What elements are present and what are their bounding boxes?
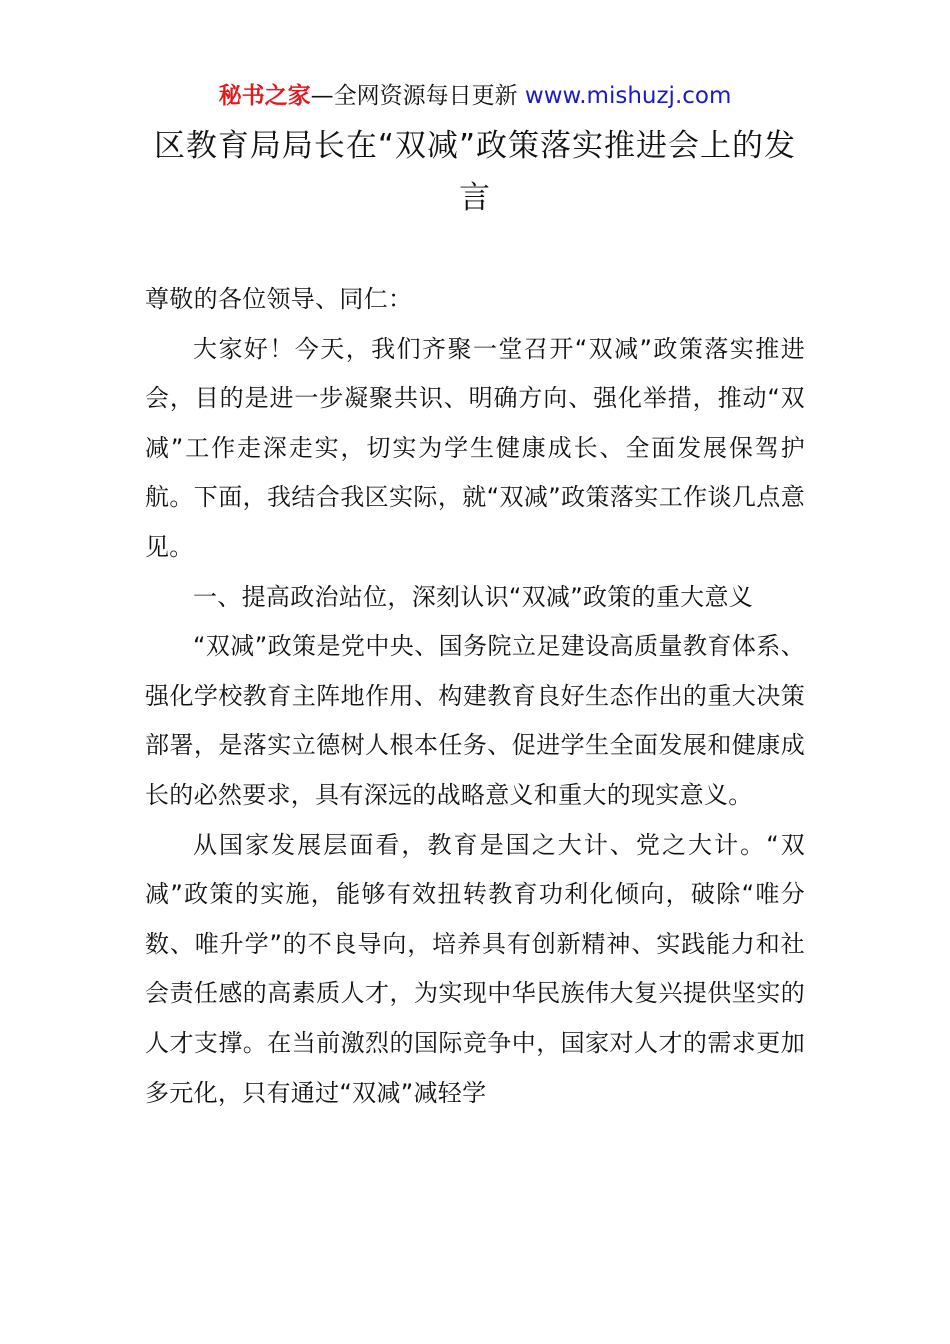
salutation: 尊敬的各位领导、同仁： bbox=[145, 285, 413, 313]
site-slogan: —全网资源每日更新 bbox=[310, 83, 525, 109]
site-header bbox=[0, 80, 950, 112]
paragraph-significance: “双减”政策是党中央、国务院立足建设高质量教育体系、强化学校教育主阵地作用、构建教育良好生态作出的重大决策部署，是落实立德树人根本任务、促进学生全面发展和健康成长的必然要求，具有深远的战略意义和重大的现实意义。 bbox=[145, 632, 805, 809]
document-body bbox=[145, 275, 805, 1118]
paragraph-intro: 大家好！今天，我们齐聚一堂召开“双减”政策落实推进会，目的是进一步凝聚共识、明确方向、强化举措，推动“双减”工作走深走实，切实为学生健康成长、全面发展保驾护航。下面，我结合我区实际，就“双减”政策落实工作谈几点意见。 bbox=[145, 334, 805, 561]
paragraph-national-level: 从国家发展层面看，教育是国之大计、党之大计。“双减”政策的实施，能够有效扭转教育功利化倾向，破除“唯分数、唯升学”的不良导向，培养具有创新精神、实践能力和社会责任感的高素质人才，为实现中华民族伟大复兴提供坚实的人才支撑。在当前激烈的国际竞争中，国家对人才的需求更加多元化，只有通过“双减”减轻学 bbox=[145, 830, 805, 1107]
brand-name: 秘书之家 bbox=[218, 83, 311, 109]
site-url-link[interactable]: www.mishuzj.com bbox=[524, 83, 732, 109]
section-heading-1: 一、提高政治站位，深刻认识“双减”政策的重大意义 bbox=[193, 582, 754, 611]
document-title: 区教育局局长在“双减”政策落实推进会上的发言 bbox=[153, 128, 797, 216]
